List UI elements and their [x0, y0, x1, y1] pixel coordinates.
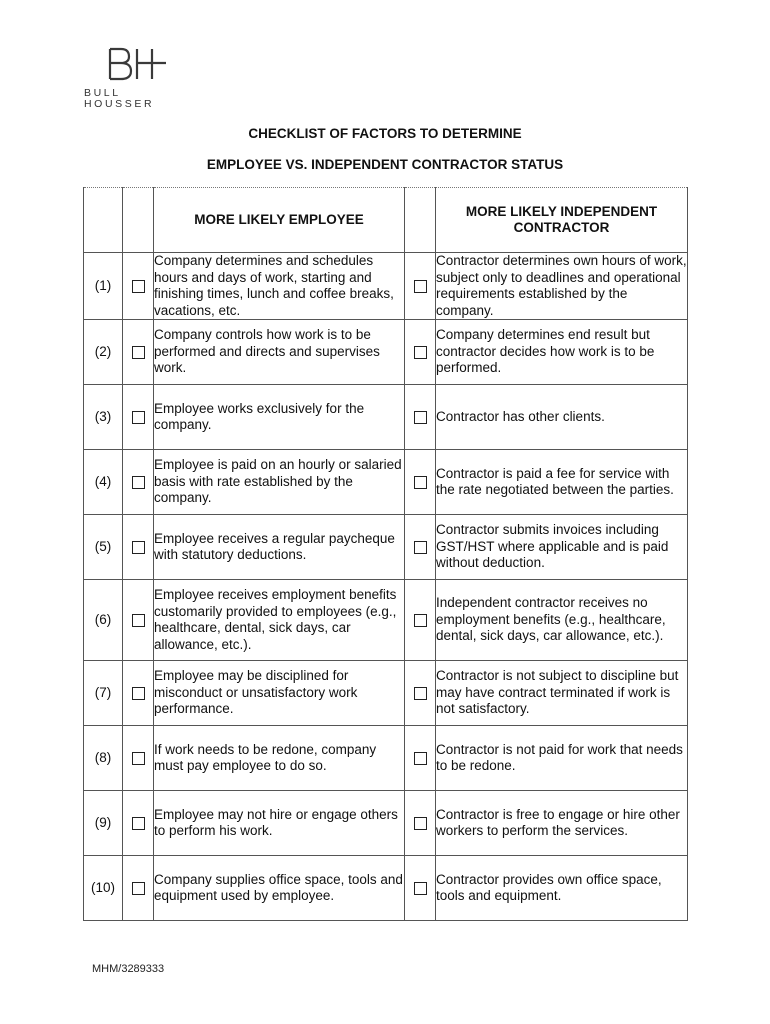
employee-factor: Employee may be disciplined for misconduct or unsatisfactory work performance.: [154, 661, 405, 726]
row-number: (1): [84, 253, 123, 320]
checkbox-icon[interactable]: [132, 346, 145, 359]
contractor-checkbox[interactable]: [405, 856, 436, 921]
checkbox-icon[interactable]: [414, 687, 427, 700]
employee-factor: Company supplies office space, tools and equipment used by employee.: [154, 856, 405, 921]
contractor-factor: Contractor provides own office space, tools and equipment.: [436, 856, 688, 921]
header-contractor-box-cell: [405, 188, 436, 253]
row-number: (10): [84, 856, 123, 921]
contractor-factor: Company determines end result but contractor decides how work is to be performed.: [436, 320, 688, 385]
employee-factor: Company determines and schedules hours and days of work, starting and finishing times, lunch and coffee breaks, vacations, etc.: [154, 253, 405, 320]
contractor-checkbox[interactable]: [405, 385, 436, 450]
employee-checkbox[interactable]: [123, 726, 154, 791]
row-number: (4): [84, 450, 123, 515]
employee-checkbox[interactable]: [123, 791, 154, 856]
table-row: [84, 515, 688, 580]
row-number: (8): [84, 726, 123, 791]
checkbox-icon[interactable]: [132, 476, 145, 489]
contractor-checkbox[interactable]: [405, 515, 436, 580]
employee-factor: Employee receives employment benefits customarily provided to employees (e.g., healthcare, dental, sick days, car allowance, etc.).: [154, 580, 405, 661]
contractor-checkbox[interactable]: [405, 580, 436, 661]
employee-checkbox[interactable]: [123, 856, 154, 921]
employee-checkbox[interactable]: [123, 580, 154, 661]
table-row: [84, 791, 688, 856]
contractor-checkbox[interactable]: [405, 726, 436, 791]
contractor-factor: Contractor is free to engage or hire other workers to perform the services.: [436, 791, 688, 856]
table-row: [84, 726, 688, 791]
checkbox-icon[interactable]: [414, 476, 427, 489]
table-header-row: [84, 188, 688, 253]
logo-text-housser: HOUSSER: [84, 98, 155, 110]
employee-checkbox[interactable]: [123, 515, 154, 580]
table-row: [84, 450, 688, 515]
employee-factor: Employee works exclusively for the company.: [154, 385, 405, 450]
checkbox-icon[interactable]: [132, 882, 145, 895]
employee-factor: Company controls how work is to be performed and directs and supervises work.: [154, 320, 405, 385]
table-row: [84, 253, 688, 320]
document-reference: MHM/3289333: [92, 963, 165, 975]
contractor-factor: Contractor has other clients.: [436, 385, 688, 450]
checkbox-icon[interactable]: [132, 280, 145, 293]
employee-factor: Employee is paid on an hourly or salaried basis with rate established by the company.: [154, 450, 405, 515]
contractor-checkbox[interactable]: [405, 450, 436, 515]
contractor-checkbox[interactable]: [405, 320, 436, 385]
contractor-checkbox[interactable]: [405, 661, 436, 726]
row-number: (5): [84, 515, 123, 580]
bh-monogram-icon: [106, 46, 168, 82]
employee-factor: Employee receives a regular paycheque with statutory deductions.: [154, 515, 405, 580]
checkbox-icon[interactable]: [414, 541, 427, 554]
row-number: (6): [84, 580, 123, 661]
header-number-cell: [84, 188, 123, 253]
table-row: [84, 856, 688, 921]
contractor-factor: Independent contractor receives no employment benefits (e.g., healthcare, dental, sick days, car allowance, etc.).: [436, 580, 688, 661]
employee-checkbox[interactable]: [123, 385, 154, 450]
employee-checkbox[interactable]: [123, 253, 154, 320]
contractor-factor: Contractor determines own hours of work, subject only to deadlines and operational requirements established by the company.: [436, 253, 687, 318]
row-number: (7): [84, 661, 123, 726]
checkbox-icon[interactable]: [414, 817, 427, 830]
checkbox-icon[interactable]: [132, 687, 145, 700]
header-more-likely-employee: MORE LIKELY EMPLOYEE: [154, 188, 405, 253]
contractor-checkbox[interactable]: [405, 253, 436, 320]
contractor-factor: Contractor is not subject to discipline but may have contract terminated if work is not satisfactory.: [436, 661, 688, 726]
row-number: (9): [84, 791, 123, 856]
employee-factor: Employee may not hire or engage others to perform his work.: [154, 791, 405, 856]
row-number: (3): [84, 385, 123, 450]
contractor-factor: Contractor is paid a fee for service with the rate negotiated between the parties.: [436, 450, 688, 515]
employee-checkbox[interactable]: [123, 661, 154, 726]
employee-checkbox[interactable]: [123, 320, 154, 385]
table-row: [84, 580, 688, 661]
header-employee-box-cell: [123, 188, 154, 253]
checkbox-icon[interactable]: [132, 411, 145, 424]
checkbox-icon[interactable]: [414, 614, 427, 627]
firm-logo: [84, 44, 174, 114]
checkbox-icon[interactable]: [414, 280, 427, 293]
row-number: (2): [84, 320, 123, 385]
checkbox-icon[interactable]: [414, 882, 427, 895]
table-row: [84, 385, 688, 450]
checkbox-icon[interactable]: [414, 752, 427, 765]
table-row: [84, 320, 688, 385]
page-title: CHECKLIST OF FACTORS TO DETERMINE: [248, 126, 522, 141]
header-more-likely-contractor: MORE LIKELY INDEPENDENT CONTRACTOR: [436, 188, 688, 253]
checkbox-icon[interactable]: [132, 614, 145, 627]
contractor-checkbox[interactable]: [405, 791, 436, 856]
logo-text-bull: BULL: [84, 87, 121, 99]
checkbox-icon[interactable]: [132, 752, 145, 765]
table-row: [84, 661, 688, 726]
contractor-factor: Contractor is not paid for work that needs to be redone.: [436, 726, 688, 791]
page-subtitle: EMPLOYEE VS. INDEPENDENT CONTRACTOR STATUS: [206, 157, 564, 172]
factors-checklist-table: [83, 187, 688, 921]
employee-checkbox[interactable]: [123, 450, 154, 515]
checkbox-icon[interactable]: [132, 541, 145, 554]
contractor-factor: Contractor submits invoices including GST/HST where applicable and is paid without deduction.: [436, 515, 688, 580]
checkbox-icon[interactable]: [414, 346, 427, 359]
checkbox-icon[interactable]: [132, 817, 145, 830]
checkbox-icon[interactable]: [414, 411, 427, 424]
employee-factor: If work needs to be redone, company must pay employee to do so.: [154, 726, 405, 791]
